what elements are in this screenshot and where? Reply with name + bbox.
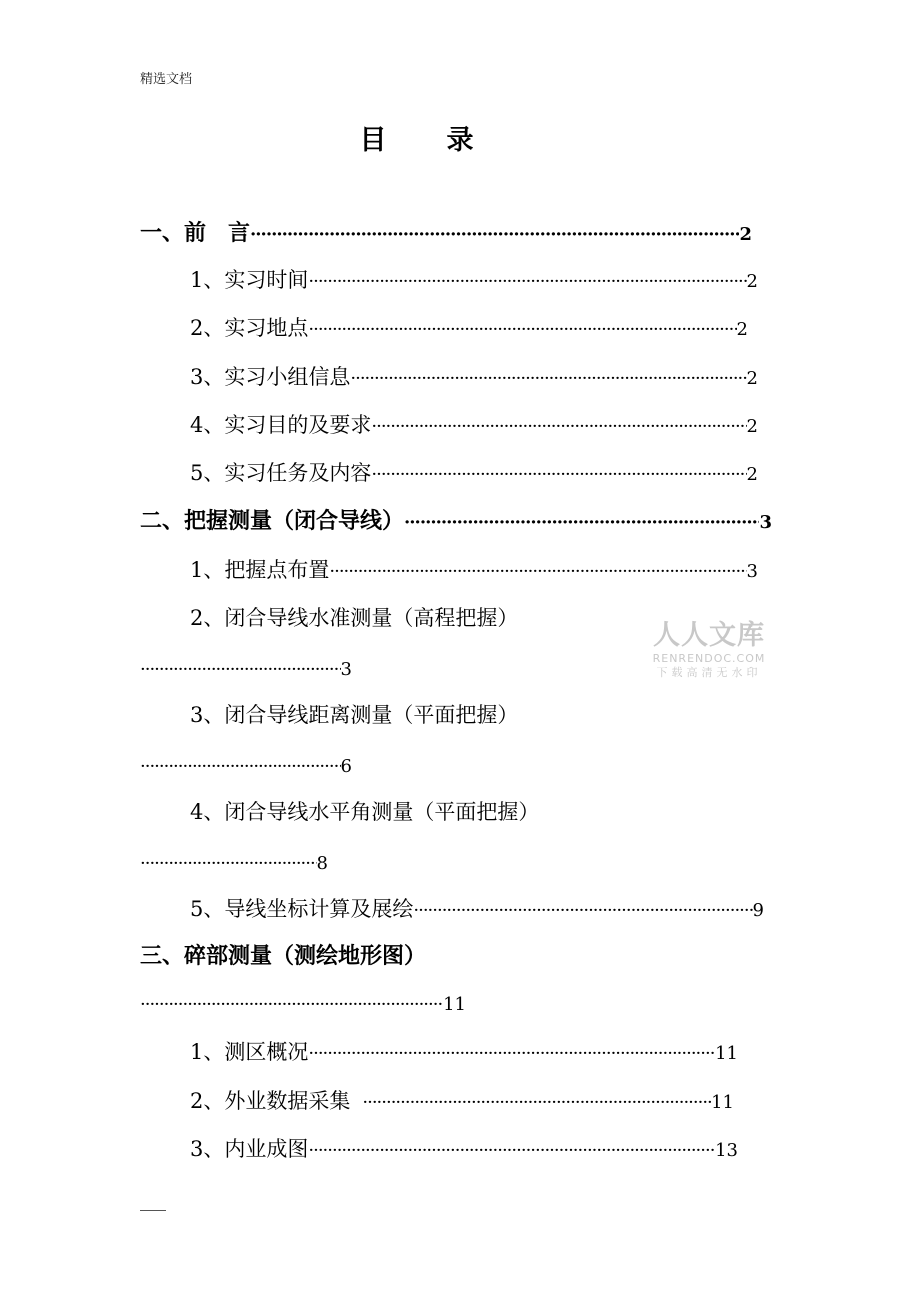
toc-page-number: 11 <box>715 1043 738 1064</box>
watermark-url: RENRENDOC.COM <box>652 652 766 665</box>
toc-leader-dots <box>308 1136 715 1166</box>
toc-entry-text: 2、闭合导线水准测量（高程把握） <box>190 606 519 630</box>
toc-entry-control-survey[interactable] <box>140 506 772 536</box>
toc-entry-text: 5、实习任务及内容 <box>190 461 372 485</box>
toc-entry-text: 4、实习目的及要求 <box>190 413 372 437</box>
toc-page-number: 2 <box>736 319 748 340</box>
toc-entry-text: 1、把握点布置 <box>190 558 330 582</box>
toc-leader-dots <box>404 508 759 538</box>
toc-entry-text: 5、导线坐标计算及展绘 <box>190 897 414 921</box>
toc-entry-distance-cont[interactable] <box>140 752 352 782</box>
toc-entry-detail-survey-cont[interactable] <box>140 990 466 1020</box>
toc-page-number: 8 <box>316 853 328 874</box>
toc-page-number: 11 <box>443 994 466 1015</box>
toc-entry-group-info[interactable] <box>190 362 758 392</box>
page-title: 目 录 <box>359 125 476 156</box>
toc-leader-dots <box>140 990 443 1020</box>
toc-leader-dots <box>140 655 341 685</box>
watermark-subtitle: 下载高清无水印 <box>656 666 762 679</box>
toc-entry-tasks[interactable] <box>190 458 758 488</box>
toc-leader-dots <box>329 557 746 587</box>
toc-entry-text: 4、闭合导线水平角测量（平面把握） <box>190 800 540 824</box>
toc-entry-text: 二、把握测量（闭合导线） <box>140 508 405 534</box>
toc-entry-leveling-cont[interactable] <box>140 655 352 685</box>
toc-entry-text: 1、实习时间 <box>190 268 309 292</box>
watermark-logo <box>646 620 772 680</box>
toc-leader-dots <box>413 896 752 926</box>
toc-entry-text: 三、碎部测量（测绘地形图） <box>140 943 427 969</box>
toc-entry-leveling[interactable] <box>190 603 640 633</box>
toc-leader-dots <box>140 849 317 879</box>
toc-leader-dots <box>362 1088 711 1118</box>
toc-entry-text: 一、前 言 <box>140 220 251 246</box>
toc-page-number: 3 <box>746 561 758 582</box>
footer-rule <box>140 1210 166 1211</box>
toc-entry-text: 2、实习地点 <box>190 316 309 340</box>
toc-entry-coordinates[interactable] <box>190 894 764 924</box>
toc-entry-detail-survey[interactable] <box>140 941 540 971</box>
toc-entry-field-data[interactable] <box>190 1086 734 1116</box>
toc-page-number: 11 <box>711 1092 734 1113</box>
toc-page-number: 2 <box>739 224 752 245</box>
page-header-note: 精选文档 <box>140 72 193 87</box>
toc-page-number: 6 <box>340 756 352 777</box>
toc-entry-text: 3、内业成图 <box>190 1137 309 1161</box>
toc-page-number: 3 <box>759 512 772 533</box>
toc-entry-text: 1、测区概况 <box>190 1040 309 1064</box>
toc-entry-practice-location[interactable] <box>190 313 748 343</box>
toc-entry-objectives[interactable] <box>190 410 758 440</box>
toc-leader-dots <box>140 752 341 782</box>
toc-page-number: 2 <box>746 368 758 389</box>
toc-entry-angle[interactable] <box>190 797 660 827</box>
toc-entry-angle-cont[interactable] <box>140 849 328 879</box>
toc-entry-text: 2、外业数据采集 <box>190 1089 351 1113</box>
toc-entry-office-mapping[interactable] <box>190 1134 738 1164</box>
toc-leader-dots <box>371 460 746 490</box>
toc-leader-dots <box>250 220 739 250</box>
toc-entry-text: 3、闭合导线距离测量（平面把握） <box>190 703 519 727</box>
toc-entry-text: 3、实习小组信息 <box>190 365 351 389</box>
toc-entry-control-points[interactable] <box>190 555 758 585</box>
toc-page-number: 13 <box>715 1140 738 1161</box>
toc-leader-dots <box>308 1039 715 1069</box>
toc-leader-dots <box>350 364 746 394</box>
toc-page-number: 2 <box>746 416 758 437</box>
toc-entry-practice-time[interactable] <box>190 265 758 295</box>
toc-entry-preface[interactable] <box>140 218 752 248</box>
toc-entry-distance[interactable] <box>190 700 640 730</box>
toc-page-number: 9 <box>752 900 764 921</box>
watermark-title: 人人文库 <box>653 620 765 651</box>
toc-leader-dots <box>371 412 746 442</box>
toc-page-number: 3 <box>340 659 352 680</box>
toc-entry-area-overview[interactable] <box>190 1037 738 1067</box>
toc-leader-dots <box>308 315 736 345</box>
toc-page-number: 2 <box>746 464 758 485</box>
toc-page-number: 2 <box>746 271 758 292</box>
toc-leader-dots <box>308 267 746 297</box>
